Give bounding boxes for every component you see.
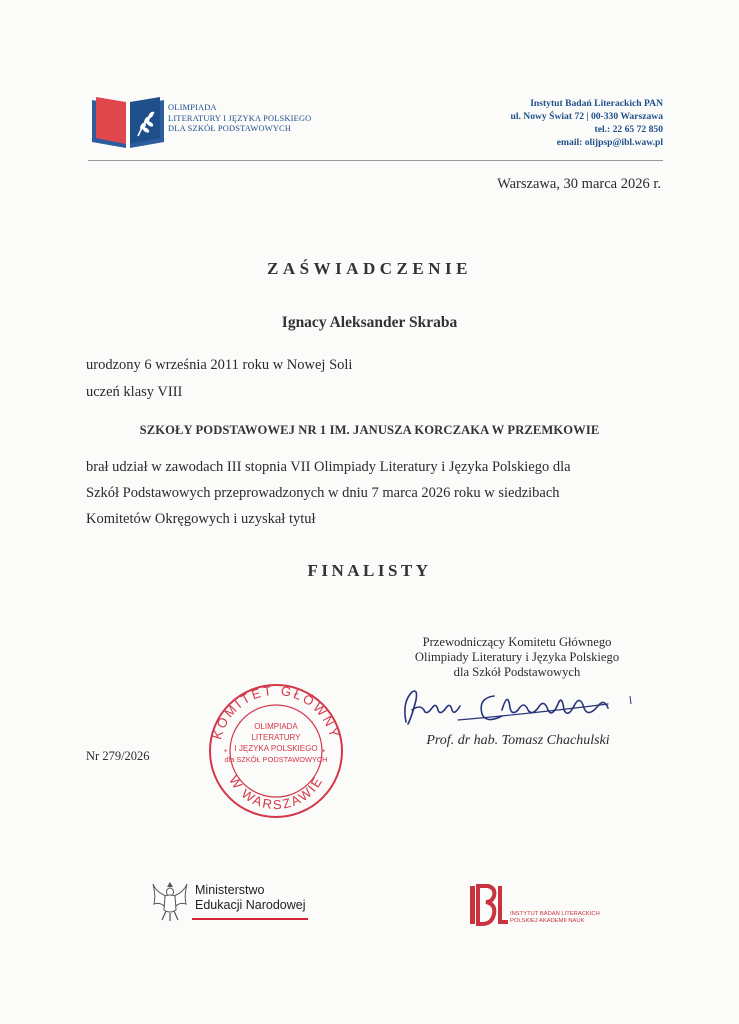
ministry-name: Ministerstwo Edukacji Narodowej [195,883,306,912]
email-link[interactable]: email: olijpsp@ibl.waw.pl [556,137,663,148]
stamp-inner-line: I JĘZYKA POLSKIEGO [234,744,318,753]
official-stamp [202,683,350,819]
svg-text:*: * [322,748,326,757]
institute-address: Instytut Badań Literackich PAN ul. Nowy Świat 72 | 00-330 Warszawa tel.: 22 65 72 850 email: olijpsp@ibl.waw.pl [510,98,663,148]
recipient-name: Ignacy Aleksander Skraba [281,314,458,331]
ibl-mark-icon [470,880,510,926]
chairman-title: Przewodniczący Komitetu Głównego Olimpiady Literatury i Języka Polskiego dla Szkół Podstawowych [414,635,620,679]
ibl-logo [470,880,640,928]
stamp-bottom-text: W WARSZAWIE [226,772,326,813]
handwritten-signature [398,680,638,732]
stamp-outer-text: KOMITET GŁÓWNY [209,683,343,742]
stamp-inner-line: OLIMPIADA [254,722,298,731]
svg-text:*: * [224,748,228,757]
ministry-logo [150,878,320,926]
school-name: SZKOŁY PODSTAWOWEJ NR 1 IM. JANUSZA KORCZAKA W PRZEMKOWIE [139,423,600,437]
participation-paragraph: brał udział w zawodach III stopnia VII Olimpiady Literatury i Języka Polskiego dla Szkół Podstawowych przeprowadzonych w dniu 7 marca 2026 roku w siedzibach Komitetów Okręgowych i uzyskał tytuł [86,459,571,527]
header-divider [88,160,663,161]
stamp-inner-line: LITERATURY [251,733,301,742]
signer-name: Prof. dr hab. Tomasz Chachulski [426,733,610,748]
document-date: Warszawa, 30 marca 2026 r. [497,176,661,192]
distinction-title: FINALISTY [307,561,432,580]
ministry-accent-bar [192,918,308,920]
olympiad-logo [88,92,348,152]
certificate-number: Nr 279/2026 [86,749,150,763]
birth-info: urodzony 6 września 2011 roku w Nowej Soli [86,357,353,373]
stamp-inner-line: dla SZKÓŁ PODSTAWOWYCH [224,755,328,764]
document-title: ZAŚWIADCZENIE [267,259,472,278]
ibl-name: INSTYTUT BADAŃ LITERACKICH POLSKIEJ AKADEMII NAUK [510,911,600,924]
class-info: uczeń klasy VIII [86,384,183,400]
eagle-emblem-icon [150,878,190,924]
open-book-icon [88,92,168,152]
olympiad-logo-text: OLIMPIADA LITERATURY I JĘZYKA POLSKIEGO DLA SZKÓŁ PODSTAWOWYCH [168,103,312,133]
